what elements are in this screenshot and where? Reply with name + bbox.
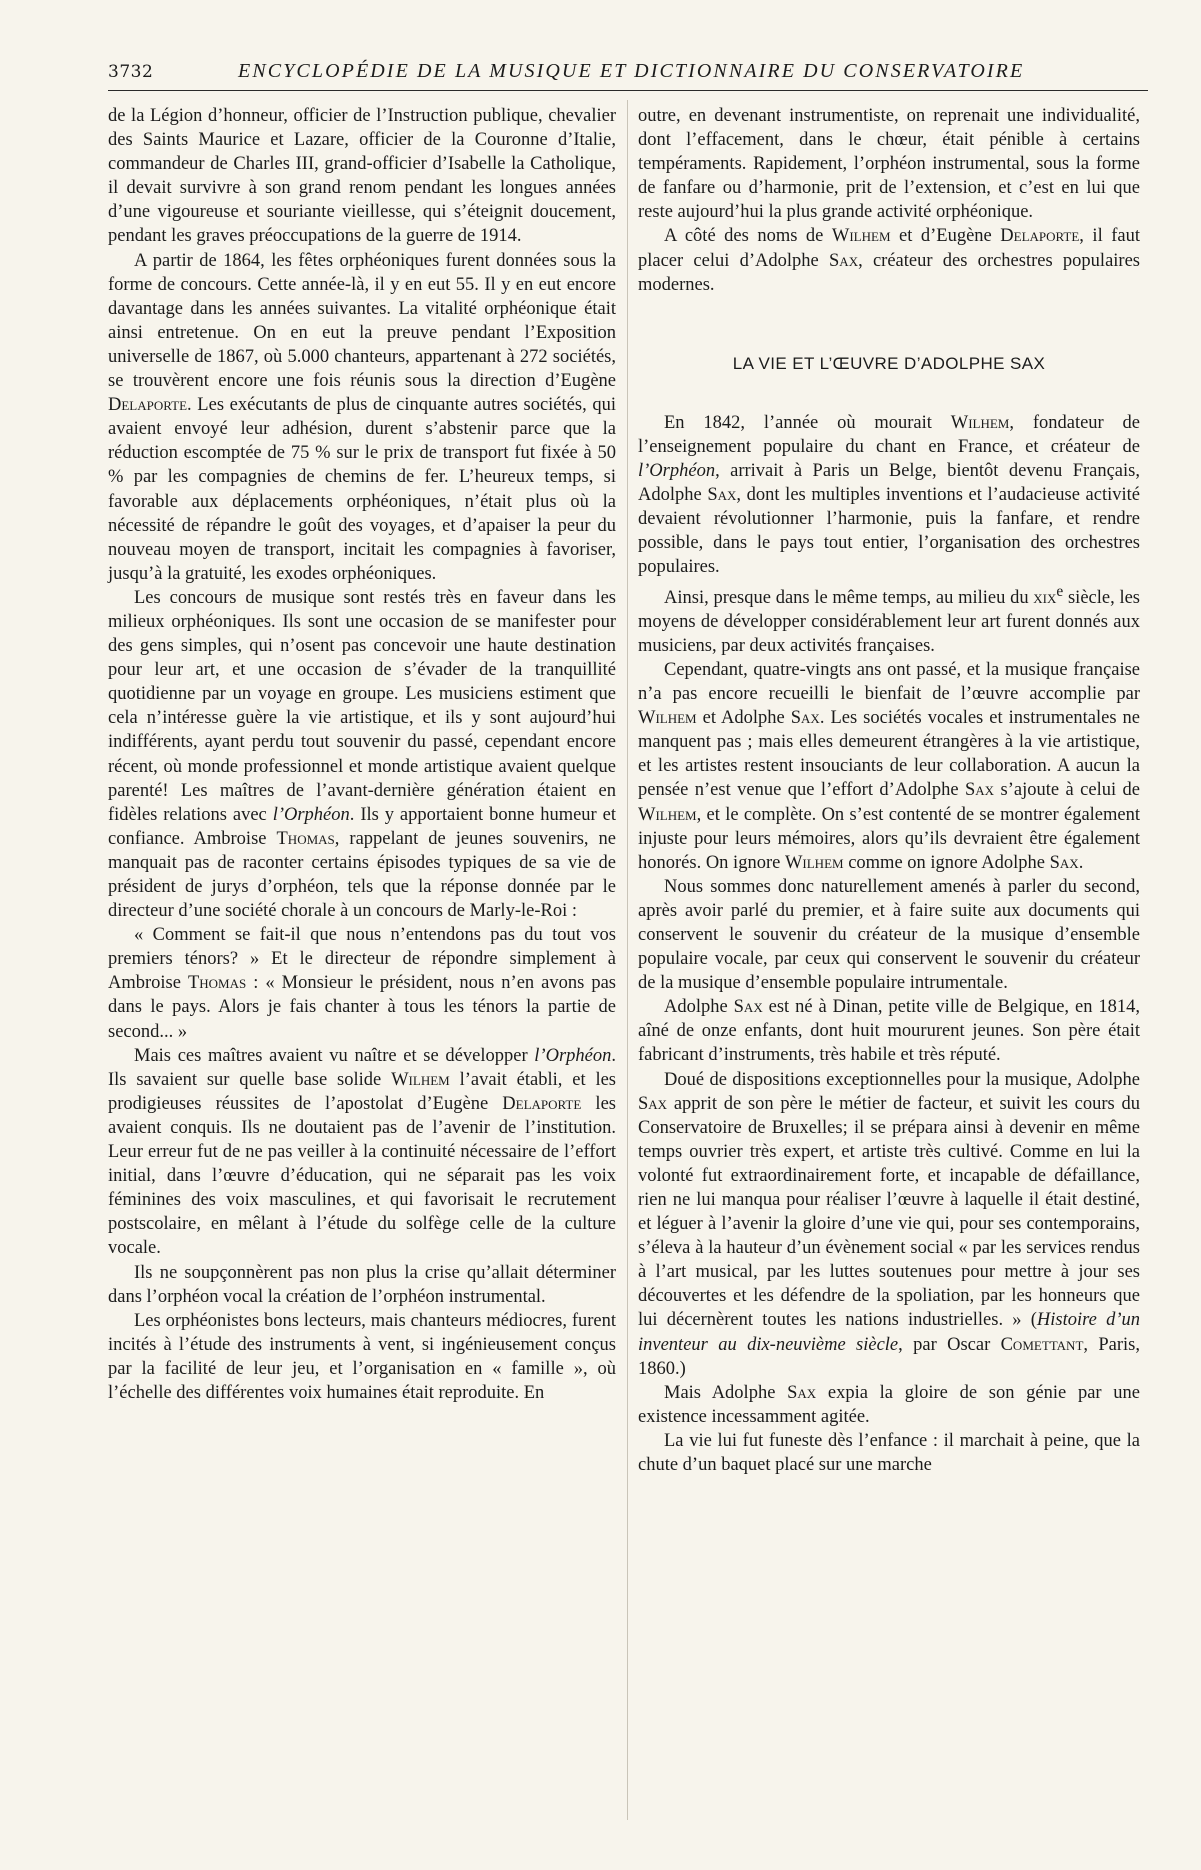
text-run: Les concours de musique sont restés très en faveur dans les milieux orphéoniques. Ils sont une occasion de se manifester pour des gens simples, qui n’osent pas concevoir une haute destination pour leur art, et une occasion de s’évader de la tranquillité quotidienne par un voyage en groupe. Les musiciens estiment que cela n’intéresse guère la vie artistique, et ils y sont aujourd’hui indifférents, ayant perdu tout souvenir du passé, cependant encore récent, où monde professionnel et monde artistique avaient quelque parenté! Les maîtres de l’avant-dernière génération étaient en fidèles relations avec (108, 587, 616, 825)
paragraph (638, 224, 1140, 296)
person-name: Sax (1049, 852, 1079, 873)
person-name: Wilhem (950, 412, 1010, 433)
paragraph (638, 995, 1140, 1067)
left-column (108, 104, 616, 1405)
paragraph (108, 1261, 616, 1309)
text-run: Ainsi, presque dans le même temps, au milieu du (664, 587, 1034, 608)
text-run: La vie lui fut funeste dès l’enfance : il marchait à peine, que la chute d’un baquet placé sur une marche (638, 1430, 1140, 1476)
paragraph (638, 411, 1140, 580)
text-run: . (1078, 852, 1084, 873)
text-run: , Paris, 1860.) (638, 1334, 1140, 1379)
text-run: Cependant, quatre-vingts ans ont passé, et la musique française n’a pas encore recueilli le bienfait de l’œuvre accomplie par (638, 659, 1140, 705)
person-name: Delaporte (1000, 226, 1080, 247)
text-run: , et le complète. On s’est contenté de se montrer également injuste pour leurs mémoires, alors qu’ils devraient être également honorés. On ignore (638, 804, 1140, 873)
person-name: Wilhem (638, 804, 697, 825)
text-run: , arrivait à Paris un Belge, bientôt devenu Français, Adolphe (638, 461, 1140, 506)
italic-term: l’Orphéon (534, 1045, 612, 1066)
text-run: apprit de son père le métier de facteur, et suivit les cours du Conservatoire de Bruxelles; il se prépara ainsi à devenir en même temps ouvrier très expert, et artiste très cultivé. Comme en lui la volonté fut extraordinairement forte, et incapable de défaillance, rien ne lui manqua pour réaliser l’œuvre à laquelle il était destiné, et léguer à l’avenir la gloire d’une vie qui, pour ses contemporains, s’éleva à la hauteur d’un évènement social « par les services rendus à l’art musical, par les luttes soutenues pour mettre à jour ses découvertes et les défendre de la spoliation, par les honneurs que lui décernèrent toutes les nations industrielles. » ( (638, 1093, 1140, 1331)
italic-term: l’Orphéon (272, 804, 350, 825)
text-run: . Ils y apportaient bonne humeur et confiance. Ambroise (108, 804, 616, 849)
person-name: Wilhem (638, 708, 697, 729)
right-column (638, 104, 1140, 1477)
text-run: . Les exécutants de plus de cinquante autres sociétés, qui avaient envoyé leur adhésion, durent s’abstenir parce que la réduction escomptée de 75 % sur le prix de transport fut fixée à 50 % par les compagnies de chemins de fer. L’heureux temps, si favorable aux déplacements orphéoniques, n’était plus où la nécessité de répandre le goût des voyages, et d’apaiser la peur du nouveau moyen de transport, incitait les compagnies à favoriser, jusqu’à la gratuité, les exodes orphéoniques. (108, 395, 616, 584)
text-run: Adolphe (664, 997, 734, 1018)
paragraph (108, 1309, 616, 1405)
text-run: siècle, les moyens de développer considérablement leur art furent donnés aux musiciens, par deux activités françaises. (638, 587, 1140, 656)
text-run: les avaient conquis. Ils ne doutaient pas de l’avenir de l’institution. Leur erreur fut de ne pas veiller à la continuité nécessaire de l’effort initial, dans l’œuvre d’éducation, qui ne séparait pas les voix féminines des voix masculines, et qui favorisait le recrutement postscolaire, en mêlant à l’étude du solfège celle de la culture vocale. (108, 1093, 616, 1259)
text-run: Doué de dispositions exceptionnelles pour la musique, Adolphe (664, 1069, 1140, 1090)
text-run: A côté des noms de (664, 226, 832, 247)
text-run: l’avait établi, et les prodigieuses réussites de l’apostolat d’Eugène (108, 1069, 616, 1114)
text-run: Nous sommes donc naturellement amenés à parler du second, après avoir parlé du premier, et à faire suite aux documents qui conservent le souvenir du créateur de la musique d’ensemble populaire vocale, par ceux qui conservent le souvenir du créateur de la musique d’ensemble populaire intrumentale. (638, 876, 1140, 994)
person-name: Sax (707, 485, 737, 506)
book-title: Histoire d’un inventeur au dix-neuvième siècle (638, 1310, 1140, 1355)
text-run: , par Oscar (898, 1334, 1001, 1355)
page-number: 3732 (108, 62, 154, 82)
person-name: Delaporte (502, 1093, 582, 1114)
text-run: , créateur des orchestres populaires modernes. (638, 250, 1140, 295)
text-run: comme on ignore Adolphe (843, 852, 1050, 873)
paragraph (108, 1044, 616, 1261)
person-name: Sax (638, 1093, 668, 1114)
paragraph (638, 1429, 1140, 1477)
text-run: et d’Eugène (890, 226, 1001, 247)
text-run: Mais Adolphe (664, 1382, 788, 1403)
text-run: expia la gloire de son génie par une existence incessamment agitée. (638, 1382, 1140, 1427)
text-run: : « Monsieur le président, nous n’en avons pas dans le pays. Alors je fais chanter à tous les ténors la partie de second... » (108, 973, 616, 1042)
paragraph (638, 1068, 1140, 1381)
text-run: et Adolphe (696, 708, 791, 729)
person-name: Thomas (187, 973, 247, 994)
running-title: ENCYCLOPÉDIE DE LA MUSIQUE ET DICTIONNAIRE DU CONSERVATOIRE (238, 60, 1025, 82)
person-name: Comettant (1000, 1334, 1084, 1355)
text-run: s’ajoute à celui de (994, 780, 1140, 801)
person-name: Sax (964, 780, 995, 801)
text-run: est né à Dinan, petite ville de Belgique, en 1814, aîné de onze enfants, dont huit moururent jeunes. Son père était fabricant d’instruments, très habile et très réputé. (638, 997, 1140, 1066)
paragraph (108, 923, 616, 1043)
text-run: outre, en devenant instrumentiste, on reprenait une individualité, dont l’effacement, dans le chœur, était pénible à certains tempéraments. Rapidement, l’orphéon instrumental, sous la forme de fanfare ou d’harmonie, prit de l’extension, et c’est en lui que reste aujourd’hui la plus grande activité orphéonique. (638, 106, 1140, 223)
person-name: Sax (790, 708, 820, 729)
person-name: Sax (829, 250, 859, 271)
paragraph (638, 1381, 1140, 1429)
text-run: En 1842, l’année où mourait (664, 412, 951, 433)
person-name: Wilhem (391, 1069, 450, 1090)
text-run: A partir de 1864, les fêtes orphéoniques furent données sous la forme de concours. Cette année-là, il y en eut 55. Il y en eut encore davantage dans les années suivantes. La vitalité orphéonique était ainsi entretenue. On en eut la preuve pendant l’Exposition universelle de 1867, où 5.000 chanteurs, appartenant à 272 sociétés, se trouvèrent encore une fois réunis sous la direction d’Eugène (108, 250, 616, 392)
person-name: Wilhem (831, 226, 891, 247)
running-header (108, 56, 1148, 91)
paragraph (638, 658, 1140, 875)
text-run: , rappelant de jeunes souvenirs, ne manquait pas de raconter certains épisodes typiques de sa vie de président de jurys d’orphéon, tels que la réponse donnée par le directeur d’une société chorale à un concours de Marly-le-Roi : (108, 828, 617, 922)
superscript: e (1056, 582, 1064, 600)
paragraph (108, 104, 616, 249)
italic-term: l’Orphéon (638, 461, 716, 482)
person-name: Thomas (276, 828, 335, 849)
text-run: « Comment se fait-il que nous n’entendons pas du tout vos premiers ténors? » Et le directeur de répondre simplement à Ambroise (108, 925, 616, 994)
text-run: . Les sociétés vocales et instrumentales ne manquent pas ; mais elles demeurent étrangères à la vie artistique, et les artistes restent insouciants de leur collaboration. A aucun la pensée n’est venue que l’effort d’Adolphe (638, 708, 1141, 801)
column-divider (627, 100, 628, 1820)
century-numeral: xix (1033, 587, 1057, 608)
text-run: , dont les multiples inventions et l’audacieuse activité devaient révolutionner l’harmonie, puis la fanfare, et rendre possible, dans le pays tout entier, l’organisation des orchestres populaires. (638, 485, 1141, 578)
text-run: Les orphéonistes bons lecteurs, mais chanteurs médiocres, furent incités à l’étude des instruments à vent, si ingénieusement conçus par la facilité de leur jeu, et l’organisation en « famille », où l’échelle des différentes voix humaines était reproduite. En (108, 1310, 616, 1403)
person-name: Sax (733, 997, 763, 1018)
section-heading: LA VIE ET L’ŒUVRE D’ADOLPHE SAX (732, 353, 1046, 373)
person-name: Delaporte (108, 395, 188, 416)
paragraph (638, 104, 1140, 224)
text-run: de la Légion d’honneur, officier de l’Instruction publique, chevalier des Saints Maurice et Lazare, officier de la Couronne d’Italie, commandeur de Charles III, grand-officier d’Isabelle la Catholique, il devait survivre à son grand renom pendant les longues années d’une vigoureuse et souriante vieillesse, qui s’éteignit doucement, pendant les graves préoccupations de la guerre de 1914. (108, 106, 616, 247)
text-run: Ils ne soupçonnèrent pas non plus la crise qu’allait déterminer dans l’orphéon vocal la création de l’orphéon instrumental. (108, 1262, 616, 1307)
text-run: Mais ces maîtres avaient vu naître et se développer (134, 1045, 535, 1066)
person-name: Sax (787, 1382, 817, 1403)
paragraph (108, 586, 616, 923)
text-run: . Ils savaient sur quelle base solide (108, 1045, 616, 1090)
paragraph (638, 580, 1140, 658)
paragraph (638, 875, 1140, 995)
text-run: , il faut placer celui d’Adolphe (638, 226, 1140, 271)
paragraph (108, 249, 616, 586)
person-name: Wilhem (784, 852, 844, 873)
text-run: , fondateur de l’enseignement populaire du chant en France, et créateur de (638, 412, 1140, 457)
